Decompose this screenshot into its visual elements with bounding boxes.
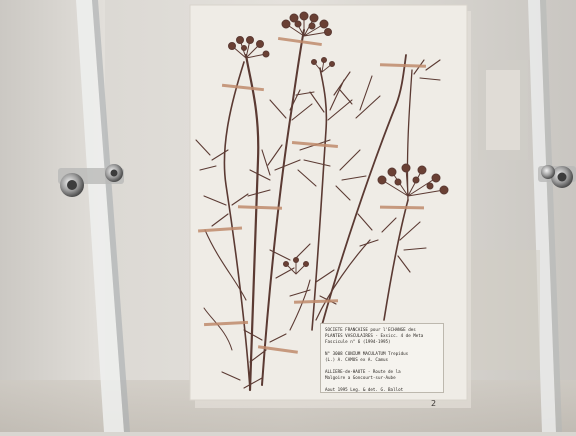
label-line: N° 3008 CONIUM MACULATUM Trepidus <box>325 351 409 356</box>
label-line: Aout 1995 Leg. & det. G. Ballot <box>325 387 404 392</box>
label-line: Fascicule n° 6 (1994-1995) <box>325 339 391 344</box>
reflection-frame-inner <box>486 70 520 150</box>
reflection-shelf <box>470 250 540 370</box>
label-line: (L.) A. CAMUS ex A. Camus <box>325 357 389 362</box>
label-line: ALLIERE-de-HAUTE - Route de la <box>325 369 401 374</box>
right-bolt-small-icon <box>541 165 555 179</box>
sheet-number: 2 <box>431 399 437 408</box>
label-line: SOCIETE FRANCAISE pour l'ECHANGE des <box>325 327 416 332</box>
label-line: PLANTES VASCULAIRES - Exsicc. 4 de Meta <box>325 333 424 338</box>
specimen-label <box>320 323 444 393</box>
label-line: Malgoire a Goncourt-sur-Aube <box>325 375 396 380</box>
